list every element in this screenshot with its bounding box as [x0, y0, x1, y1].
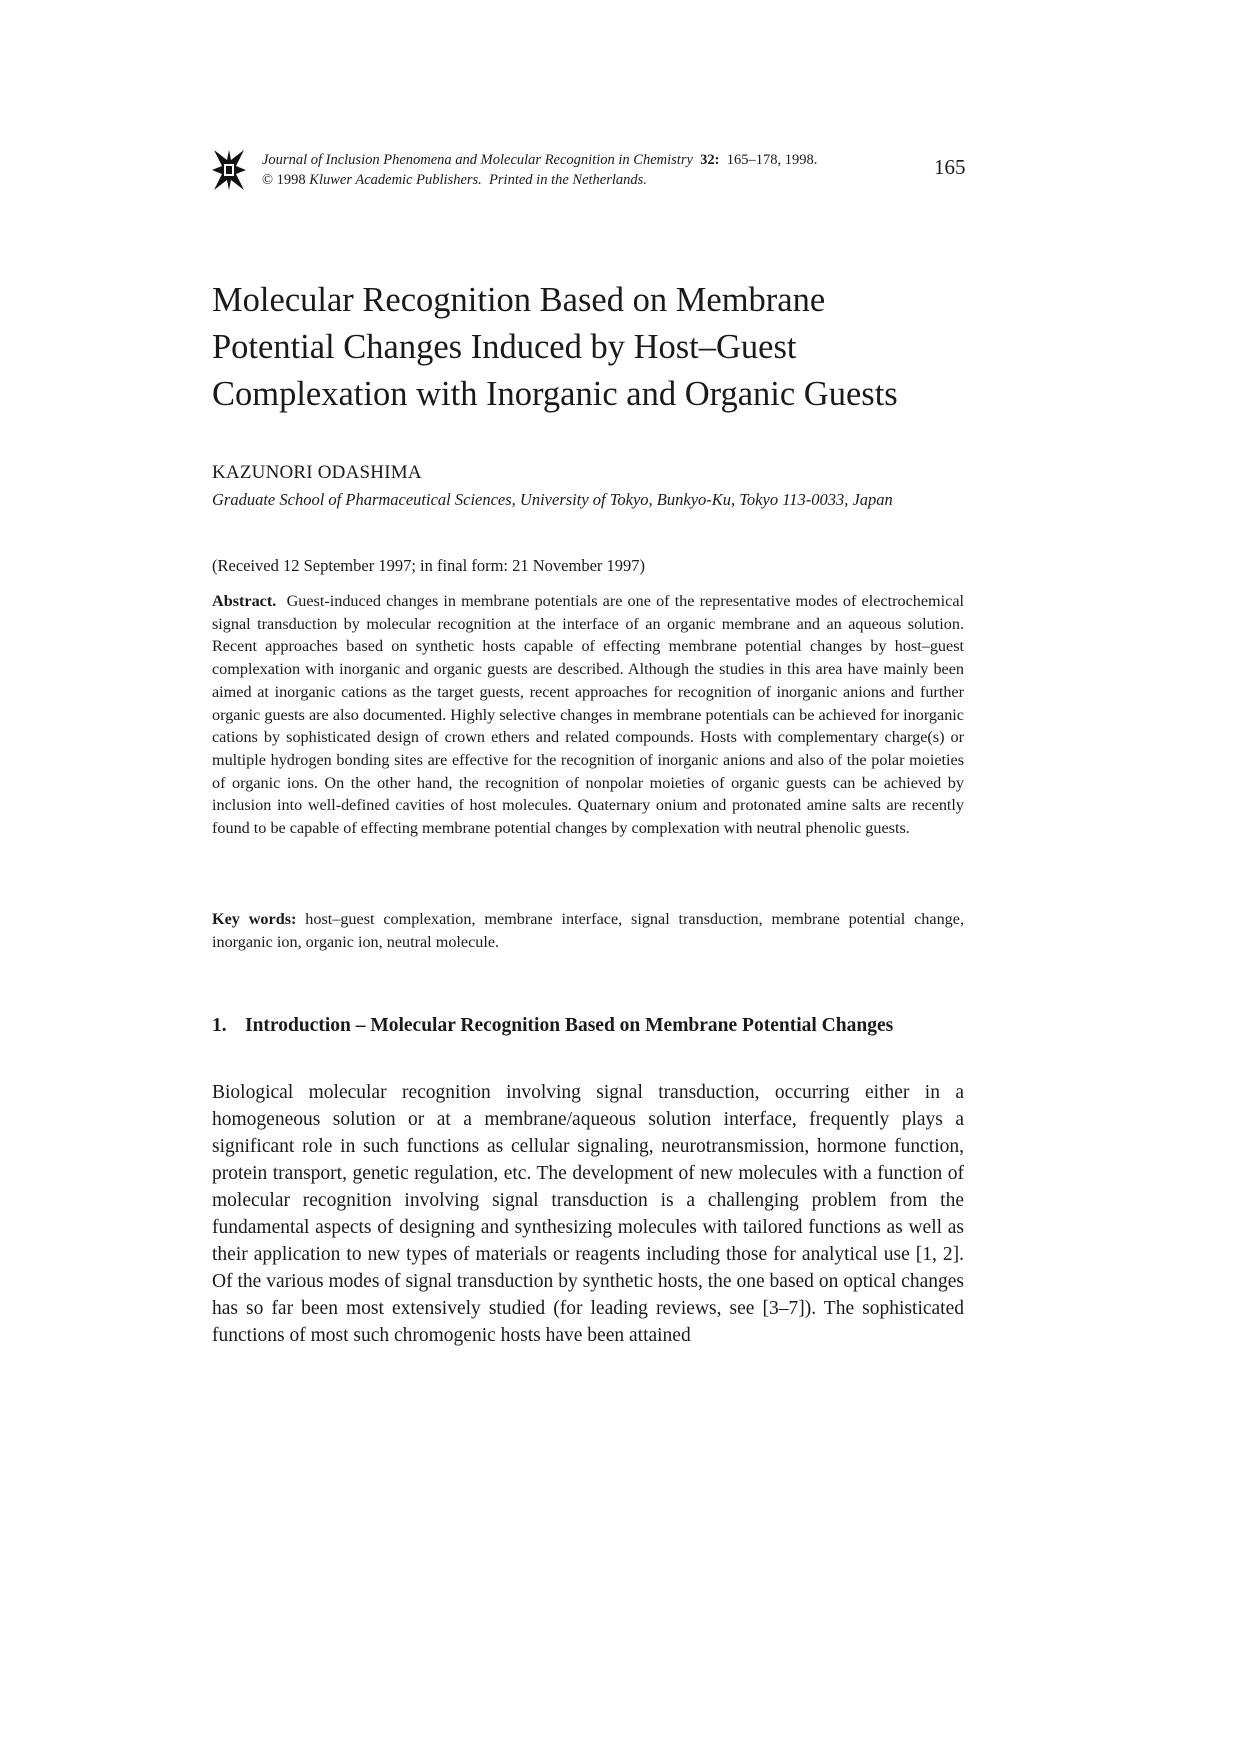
title-line: Complexation with Inorganic and Organic Guests: [212, 375, 898, 413]
abstract: [212, 590, 964, 840]
section-heading: [212, 1012, 952, 1039]
section-number: 1.: [212, 1015, 227, 1036]
keywords-label: Key words:: [212, 910, 297, 928]
abstract-label: Abstract.: [212, 592, 277, 610]
publisher-name: Kluwer Academic Publishers.: [309, 172, 482, 188]
section-title: Introduction – Molecular Recognition Based on Membrane Potential Changes: [245, 1015, 894, 1036]
paper-title: [212, 277, 1032, 418]
keywords-text: host–guest complexation, membrane interface, signal transduction, membrane potential change, inorganic ion, organic ion, neutral molecule.: [212, 910, 965, 951]
journal-pages-year: 165–178, 1998.: [726, 152, 818, 168]
journal-citation: [262, 150, 922, 190]
journal-volume: 32:: [700, 152, 720, 168]
body-paragraph: Biological molecular recognition involving signal transduction, occurring either in a homogeneous solution or at a membrane/aqueous solution interface, frequently plays a significant role in such functions as cellular signaling, neurotransmission, hormone function, protein transport, genetic regulation, etc. The development of new molecules with a function of molecular recognition involving signal transduction is a challenging problem from the fundamental aspects of designing and synthesizing molecules with tailored functions as well as their application to new types of materials or reagents including those for analytical use [1, 2]. Of the various modes of signal transduction by synthetic hosts, the one based on optical changes has so far been most extensively studied (for leading reviews, see [3–7]). The sophisticated functions of most such chromogenic hosts have been attained: [212, 1082, 964, 1346]
copyright-year: © 1998: [262, 172, 306, 188]
publisher-logo-icon: [212, 148, 246, 192]
title-line: Molecular Recognition Based on Membrane: [212, 281, 826, 319]
abstract-text: Guest-induced changes in membrane potentials are one of the representative modes of electrochemical signal transduction by molecular recognition at the interface of an organic membrane and an aqueous solution. Recent approaches based on synthetic hosts capable of effecting membrane potential changes by host–guest complexation with inorganic and organic guests are described. Although the studies in this area have mainly been aimed at inorganic cations as the target guests, recent approaches for recognition of inorganic anions and further organic guests are also documented. Highly selective changes in membrane potentials can be achieved for inorganic cations by sophisticated design of crown ethers and related compounds. Hosts with complementary charge(s) or multiple hydrogen bonding sites are effective for the recognition of inorganic anions and also of the polar moieties of organic ions. On the other hand, the recognition of nonpolar moieties of organic guests can be achieved by inclusion into well-defined cavities of host molecules. Quaternary onium and protonated amine salts are recently found to be capable of effecting membrane potential changes by complexation with neutral phenolic guests.: [212, 592, 965, 838]
author-name: KAZUNORI ODASHIMA: [212, 462, 422, 483]
title-line: Potential Changes Induced by Host–Guest: [212, 328, 797, 366]
journal-name: Journal of Inclusion Phenomena and Molecular Recognition in Chemistry: [262, 152, 693, 168]
printed-location: Printed in the Netherlands.: [489, 172, 647, 188]
received-dates: (Received 12 September 1997; in final form: 21 November 1997): [212, 556, 646, 575]
keywords: [212, 908, 964, 953]
page-number: 165: [934, 155, 966, 179]
author-affiliation: Graduate School of Pharmaceutical Sciences, University of Tokyo, Bunkyo-Ku, Tokyo 113-0033, Japan: [212, 490, 893, 509]
